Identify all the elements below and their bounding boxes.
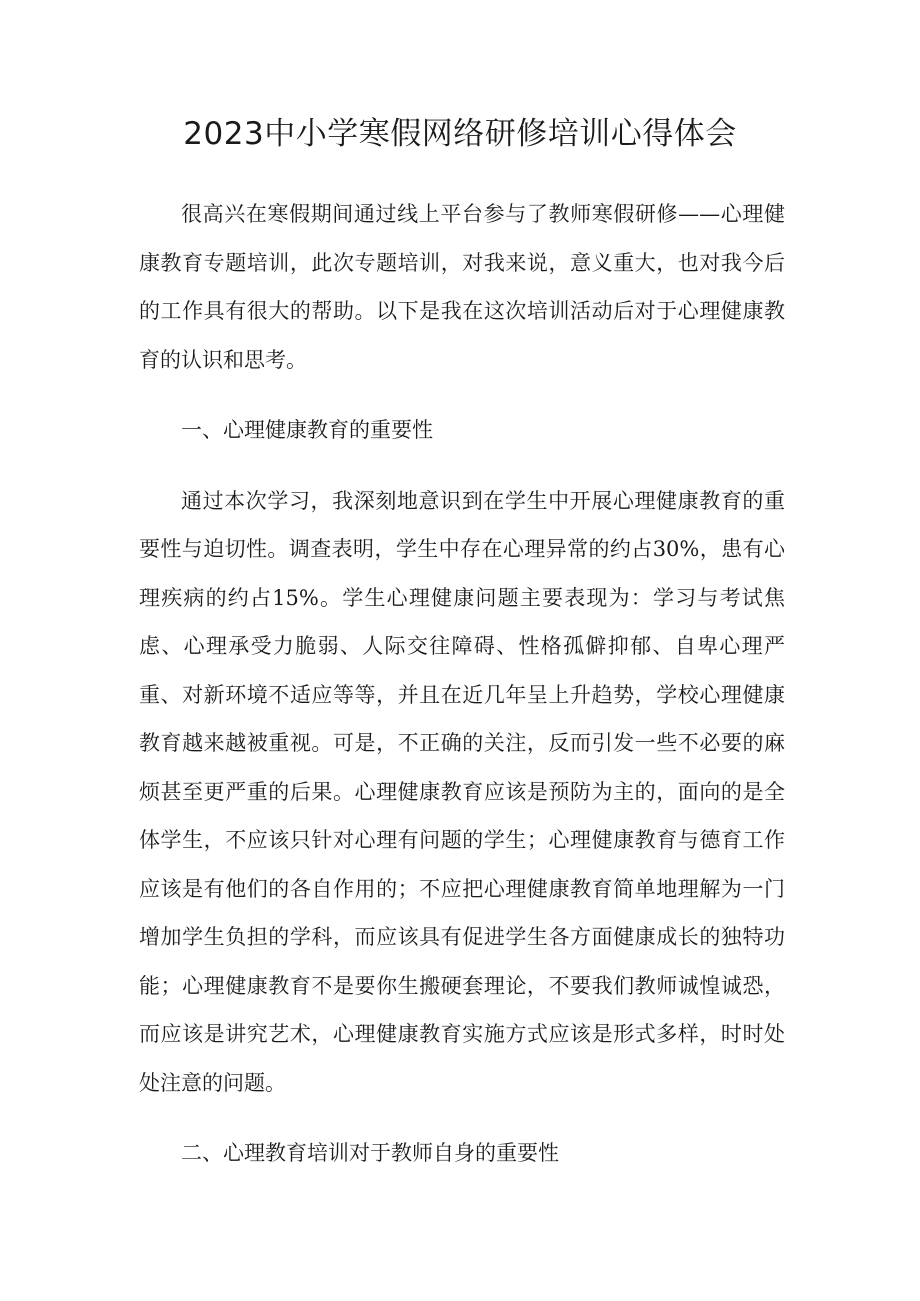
document-title: 2023中小学寒假网络研修培训心得体会 bbox=[183, 116, 737, 152]
document-body bbox=[139, 190, 785, 1200]
section-1-paragraph: 通过本次学习，我深刻地意识到在学生中开展心理健康教育的重要性与迫切性。调查表明，学生中存在心理异常的约占30%，患有心理疾病的约占15%。学生心理健康问题主要表现为：学习与考试焦虑、心理承受力脆弱、人际交往障碍、性格孤僻抑郁、自卑心理严重、对新环境不适应等等，并且在近几年呈上升趋势，学校心理健康教育越来越被重视。可是，不正确的关注，反而引发一些不必要的麻烦甚至更严重的后果。心理健康教育应该是预防为主的，面向的是全体学生，不应该只针对心理有问题的学生；心理健康教育与德育工作应该是有他们的各自作用的；不应把心理健康教育简单地理解为一门增加学生负担的学科，而应该具有促进学生各方面健康成长的独特功能；心理健康教育不是要你生搬硬套理论，不要我们教师诚惶诚恐，而应该是讲究艺术，心理健康教育实施方式应该是形式多样，时时处处注意的问题。 bbox=[139, 488, 785, 1095]
intro-paragraph: 很高兴在寒假期间通过线上平台参与了教师寒假研修——心理健康教育专题培训，此次专题培训，对我来说，意义重大，也对我今后的工作具有很大的帮助。以下是我在这次培训活动后对于心理健康教育的认识和思考。 bbox=[139, 202, 785, 372]
section-heading-2: 二、心理教育培训对于教师自身的重要性 bbox=[181, 1141, 559, 1165]
section-heading-1: 一、心理健康教育的重要性 bbox=[181, 418, 433, 442]
